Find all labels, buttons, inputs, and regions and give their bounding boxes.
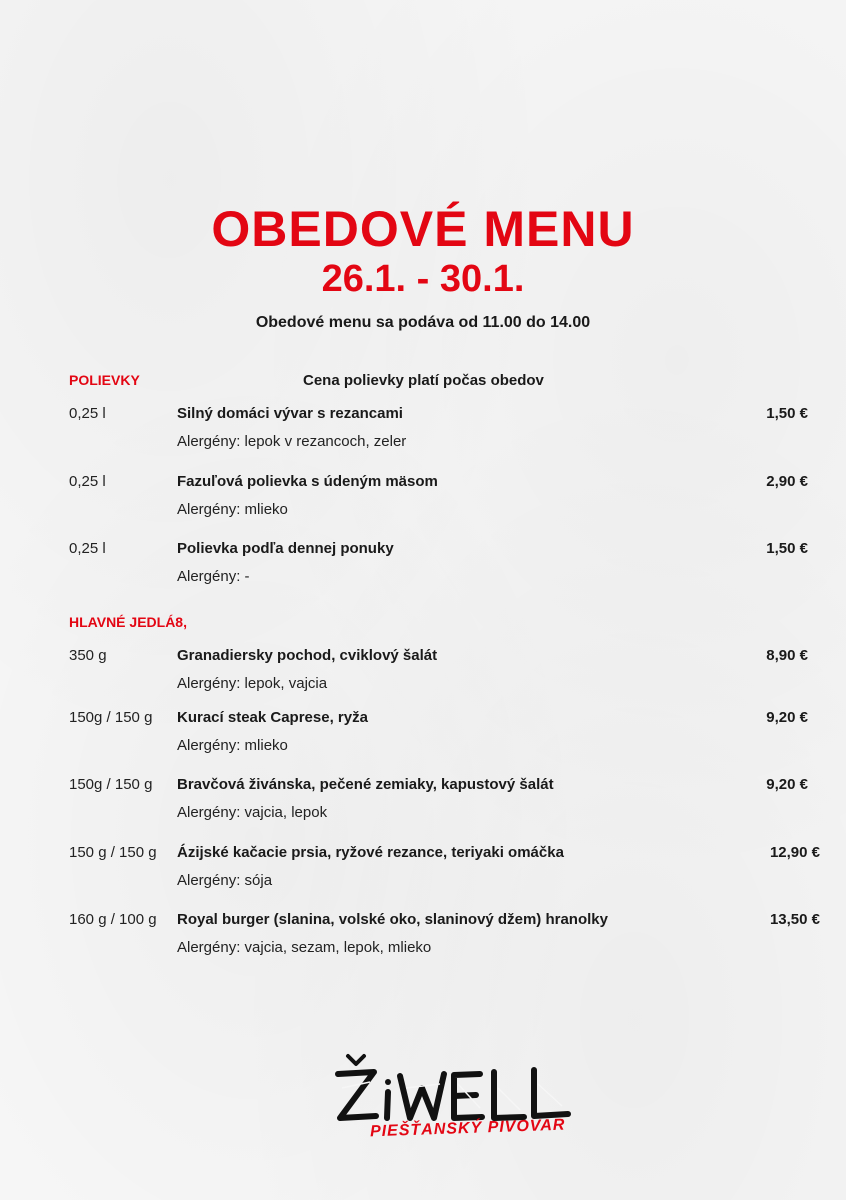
menu-item [0,647,846,697]
item-price: 13,50 € [769,911,820,928]
item-price: 1,50 € [766,405,808,422]
item-name: Kurací steak Caprese, ryža [177,709,368,726]
item-allergens: Alergény: - [177,568,250,585]
menu-item [0,776,846,826]
logo-tagline: PIEŠŤANSKÝ PIVOVAR [369,1116,566,1141]
logo-wordmark-icon [330,1048,580,1126]
mains-section-label: HLAVNÉ JEDLÁ8, [69,614,187,630]
item-price: 1,50 € [766,540,808,557]
item-allergens: Alergény: lepok v rezancoch, zeler [177,433,407,450]
item-allergens: Alergény: lepok, vajcia [177,675,328,692]
item-name: Polievka podľa dennej ponuky [177,540,394,557]
item-price: 9,20 € [766,709,808,726]
item-allergens: Alergény: vajcia, sezam, lepok, mlieko [177,939,432,956]
menu-item [0,844,846,894]
menu-item [0,540,846,590]
item-name: Bravčová živánska, pečené zemiaky, kapustový šalát [177,776,554,793]
item-allergens: Alergény: vajcia, lepok [177,804,328,821]
item-allergens: Alergény: mlieko [177,501,288,518]
item-allergens: Alergény: sója [177,872,273,889]
item-price: 8,90 € [766,647,808,664]
menu-item [0,911,846,961]
item-quantity: 150g / 150 g [69,776,153,793]
item-price: 12,90 € [769,844,820,861]
item-name: Royal burger (slanina, volské oko, slaninový džem) hranolky [177,911,608,928]
menu-title: OBEDOVÉ MENU [211,201,635,257]
item-quantity: 160 g / 100 g [69,911,157,928]
menu-item [0,473,846,523]
item-price: 2,90 € [766,473,808,490]
item-name: Ázijské kačacie prsia, ryžové rezance, teriyaki omáčka [177,844,564,861]
soups-price-note: Cena polievky platí počas obedov [303,372,544,389]
serving-hours: Obedové menu sa podáva od 11.00 do 14.00 [255,314,591,331]
item-name: Silný domáci vývar s rezancami [177,405,403,422]
soups-section-label: POLIEVKY [69,372,140,388]
item-name: Fazuľová polievka s údeným mäsom [177,473,438,490]
item-name: Granadiersky pochod, cviklový šalát [177,647,438,664]
item-price: 9,20 € [766,776,808,793]
item-quantity: 150g / 150 g [69,709,153,726]
item-quantity: 0,25 l [69,473,106,490]
item-quantity: 150 g / 150 g [69,844,157,861]
menu-item [0,709,846,759]
brewery-logo [330,1048,580,1148]
item-allergens: Alergény: mlieko [177,737,288,754]
item-quantity: 0,25 l [69,405,106,422]
item-quantity: 0,25 l [69,540,106,557]
menu-item [0,405,846,455]
item-quantity: 350 g [69,647,107,664]
menu-dates: 26.1. - 30.1. [321,258,525,300]
